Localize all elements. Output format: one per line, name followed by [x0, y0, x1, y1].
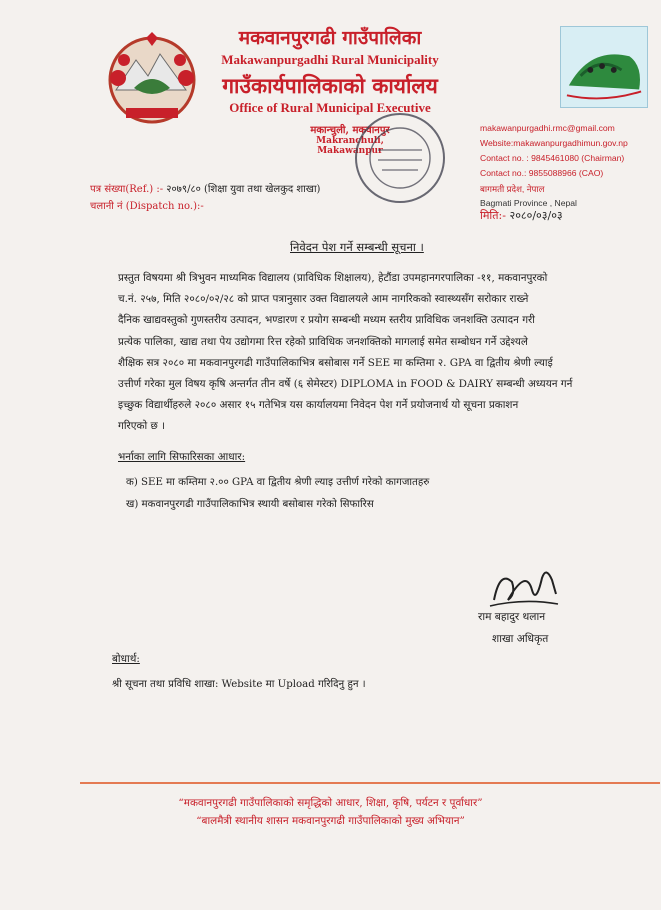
reference-line [90, 181, 320, 195]
municipality-title-en: Makawanpurgadhi Rural Municipality [221, 52, 439, 67]
date-value: २०८०/०३/०३ [509, 209, 563, 222]
requirements-heading: भर्नाका लागि सिफारिसका आधार: [118, 451, 246, 463]
cc-item: श्री सूचना तथा प्रविधि शाखा: Website मा Upload गरिदिनु हुन । [112, 679, 366, 690]
body-line: दैनिक खाद्यवस्तुको गुणस्तरीय उत्पादन, भण्डारण र प्रयोग सम्बन्धी मध्यम स्तरीय प्राविधिक जनशक्ति उत्पादन गरी [118, 314, 535, 327]
contact-email: makawanpurgadhi.rmc@gmail.com [480, 123, 615, 133]
body-line: उत्तीर्ण गरेका मुल विषय कृषि अन्तर्गत तीन वर्षे (६ सेमेस्टर) DIPLOMA in FOOD & DAIRY सम्बन्धी अध्ययन गर्न [118, 378, 573, 391]
cc-heading: बोधार्थ: [112, 653, 140, 665]
footer-slogan-1: “मकवानपुरगढी गाउँपालिकाको समृद्धिको आधार, शिक्षा, कृषि, पर्यटन र पूर्वाधार” [178, 797, 483, 809]
body-line: गरिएको छ । [118, 420, 166, 433]
body-line: इच्छुक विद्यार्थीहरुले २०८० असार १५ गतेभित्र यस कार्यालयमा निवेदन पेश गर्ने प्रयोजनार्थ यो सूचना प्रकाशन [118, 399, 519, 412]
location-np: मकान्चुली, मकवानपुर [310, 125, 390, 136]
contact-cao: Contact no.: 9855088966 (CAO) [480, 168, 604, 178]
signatory-title: शाखा अधिकृत [492, 633, 549, 645]
office-title-np: गाउँकार्यपालिकाको कार्यालय [222, 73, 438, 98]
body-line: शैक्षिक सत्र २०८० मा मकवानपुरगढी गाउँपालिकाभित्र बसोबास गर्ने SEE मा कम्तिमा २. GPA वा द्वितीय श्रेणी ल्याई [118, 356, 553, 369]
signatory-name: राम बहादुर थलान [478, 611, 546, 623]
signature-icon [486, 560, 562, 616]
body-line: प्रत्येक पालिका, खाद्य तथा पेय उद्योगमा रित्त रहेको प्राविधिक जनशक्तिको मागलाई समेत सम्बोधन गर्ने उद्देश्यले [118, 335, 528, 348]
date-line [480, 208, 563, 223]
office-title-en: Office of Rural Municipal Executive [229, 100, 431, 115]
requirement-item: ख) मकवानपुरगढी गाउँपालिकाभित्र स्थायी बसोबास गरेको सिफारिस [126, 499, 374, 510]
contact-chairman: Contact no. : 9845461080 (Chairman) [480, 153, 625, 163]
body-paragraph [118, 268, 624, 438]
footer-slogan-2: “बालमैत्री स्थानीय शासन मकवानपुरगढी गाउँपालिकाको मुख्य अभियान” [196, 815, 465, 827]
ref-label: पत्र संख्या(Ref.) :- [90, 184, 164, 195]
date-label: मिति:- [480, 209, 506, 222]
location-en: Makranchuli, Makawanpur [316, 136, 384, 156]
province-np: बागमती प्रदेश, नेपाल [480, 184, 545, 194]
municipality-title-np: मकवानपुरगढी गाउँपालिका [238, 27, 422, 49]
footer-divider [80, 782, 660, 784]
requirement-item: क) SEE मा कम्तिमा २.०० GPA वा द्वितीय श्रेणी ल्याइ उत्तीर्ण गरेको कागजातहरु [126, 477, 430, 488]
dispatch-label: चलानी नं (Dispatch no.):- [90, 201, 204, 212]
body-line: च.नं. २५७, मिति २०८०/०२/२८ को प्राप्त पत्रानुसार उक्त विद्यालयले आम नागरिकको स्वास्थ्यसँग सरोकार राख्ने [118, 293, 529, 306]
subject-heading: निवेदन पेश गर्ने सम्बन्धी सूचना । [290, 240, 424, 254]
office-stamp-icon [352, 110, 448, 206]
contact-website: Website:makawanpurgadhimun.gov.np [480, 138, 628, 148]
ref-value: २०७९/८० (शिक्षा युवा तथा खेलकुद शाखा) [166, 184, 321, 195]
body-line: प्रस्तुत विषयमा श्री त्रिभुवन माध्यमिक विद्यालय (प्राविधिक शिक्षालय), हेटौंडा उपमहानगरपालिका -११, मकवानपुरको [118, 272, 548, 284]
province-en: Bagmati Province , Nepal [480, 198, 577, 208]
